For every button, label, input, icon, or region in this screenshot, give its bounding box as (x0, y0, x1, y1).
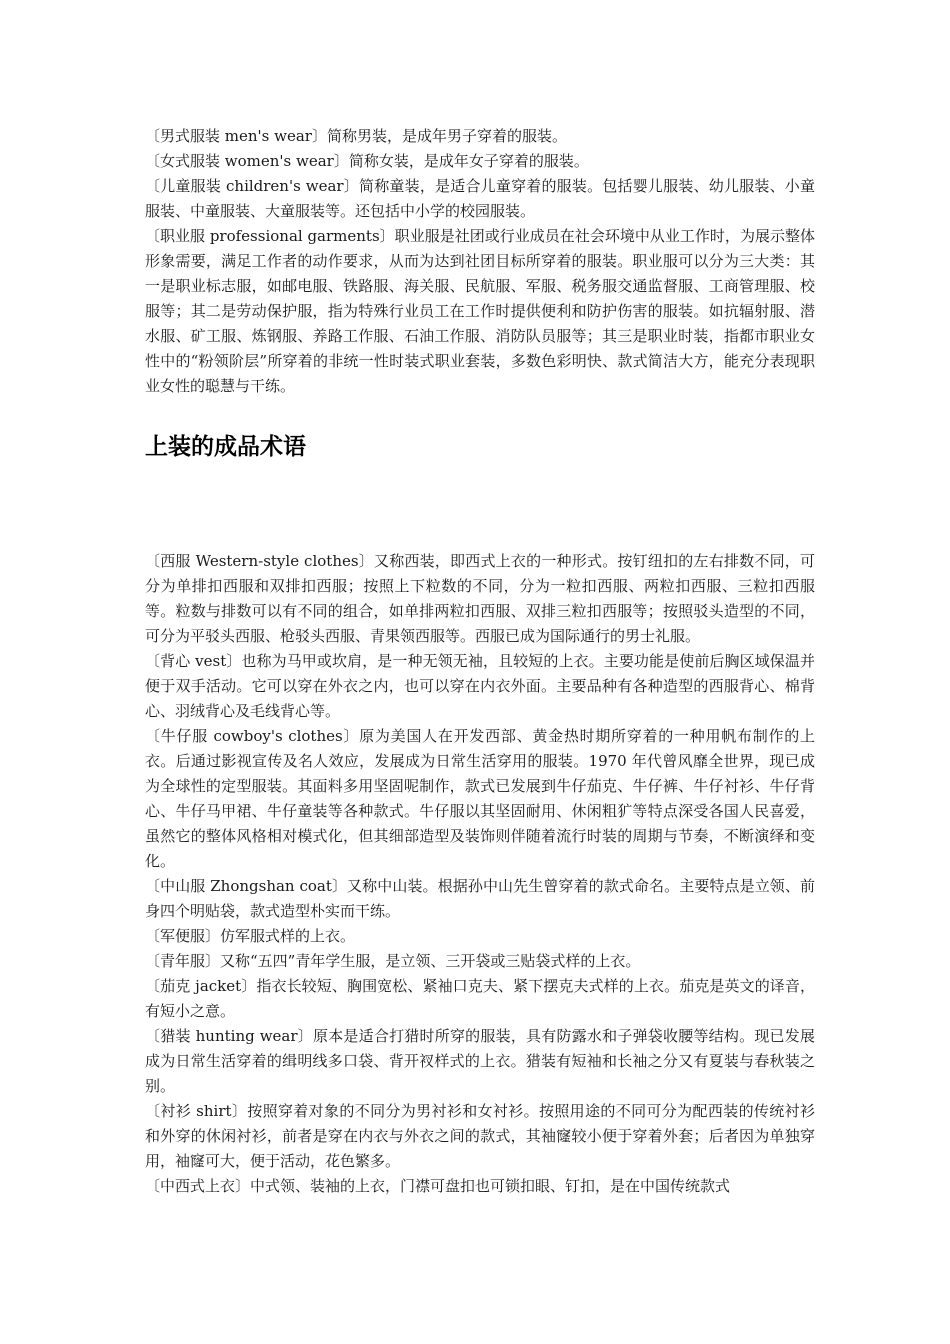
paragraph-military-casual: 〔军便服〕仿军服式样的上衣。 (145, 927, 356, 945)
paragraph-jacket: 〔茄克 jacket〕指衣长较短、胸围宽松、紧袖口克夫、紧下摆克夫式样的上衣。茄克是英文的译音，有短小之意。 (145, 977, 815, 1020)
paragraph-mens-wear: 〔男式服装 men's wear〕简称男装，是成年男子穿着的服装。 (145, 127, 567, 145)
paragraph-youth-suit: 〔青年服〕又称“五四”青年学生服，是立领、三开袋或三贴袋式样的上衣。 (145, 952, 641, 970)
paragraph-shirt: 〔衬衫 shirt〕按照穿着对象的不同分为男衬衫和女衬衫。按照用途的不同可分为配西装的传统衬衫和外穿的休闲衬衫，前者是穿在内衣与外衣之间的款式，其袖窿较小便于穿着外套；后者因为单独穿用，袖窿可大，便于活动，花色繁多。 (145, 1102, 815, 1170)
paragraph-sino-western-top: 〔中西式上衣〕中式领、装袖的上衣，门襟可盘扣也可锁扣眼、钉扣，是在中国传统款式 (145, 1177, 731, 1195)
paragraph-childrens-wear: 〔儿童服装 children's wear〕简称童装，是适合儿童穿着的服装。包括婴儿服装、幼儿服装、小童服装、中童服装、大童服装等。还包括中小学的校园服装。 (145, 177, 815, 220)
paragraph-hunting-wear: 〔猎装 hunting wear〕原本是适合打猎时所穿的服装，具有防露水和子弹袋收腰等结构。现已发展成为日常生活穿着的缉明线多口袋、背开衩样式的上衣。猎装有短袖和长袖之分又有夏装与春秋装之别。 (145, 1027, 815, 1095)
paragraph-professional-garments: 〔职业服 professional garments〕职业服是社团或行业成员在社会环境中从业工作时，为展示整体形象需要，满足工作者的动作要求，从而为达到社团目标所穿着的服装。职业服可以分为三大类：其一是职业标志服，如邮电服、铁路服、海关服、民航服、军服、税务服交通监督服、工商管理服、校服等；其二是劳动保护服，指为特殊行业员工在工作时提供便利和防护伤害的服装。如抗辐射服、潜水服、矿工服、炼钢服、养路工作服、石油工作服、消防队员服等；其三是职业时装，指都市职业女性中的“粉领阶层”所穿着的非统一性时装式职业套装，多数色彩明快、款式简洁大方，能充分表现职业女性的聪慧与干练。 (145, 227, 815, 395)
section-heading-tops-terms: 上装的成品术语 (145, 434, 306, 460)
paragraph-womens-wear: 〔女式服装 women's wear〕简称女装，是成年女子穿着的服装。 (145, 152, 589, 170)
paragraph-western-suit: 〔西服 Western-style clothes〕又称西装，即西式上衣的一种形式。按钉纽扣的左右排数不同，可分为单排扣西服和双排扣西服；按照上下粒数的不同，分为一粒扣西服、两粒扣西服、三粒扣西服等。粒数与排数可以有不同的组合，如单排两粒扣西服、双排三粒扣西服等；按照驳头造型的不同，可分为平驳头西服、枪驳头西服、青果领西服等。西服已成为国际通行的男士礼服。 (145, 552, 815, 645)
paragraph-cowboy-clothes: 〔牛仔服 cowboy's clothes〕原为美国人在开发西部、黄金热时期所穿着的一种用帆布制作的上衣。后通过影视宣传及名人效应，发展成为日常生活穿用的服装。1970 年代曾风靡全世界，现已成为全球性的定型服装。其面料多用坚固呢制作，款式已发展到牛仔茄克、牛仔裤、牛仔衬衫、牛仔背心、牛仔马甲裙、牛仔童装等各种款式。牛仔服以其坚固耐用、休闲粗犷等特点深受各国人民喜爱，虽然它的整体风格相对模式化，但其细部造型及装饰则伴随着流行时装的周期与节奏，不断演绎和变化。 (145, 727, 815, 870)
paragraph-vest: 〔背心 vest〕也称为马甲或坎肩，是一种无领无袖，且较短的上衣。主要功能是使前后胸区域保温并便于双手活动。它可以穿在外衣之内，也可以穿在内衣外面。主要品种有各种造型的西服背心、棉背心、羽绒背心及毛线背心等。 (145, 652, 815, 720)
document-page (145, 124, 815, 1199)
paragraph-zhongshan-coat: 〔中山服 Zhongshan coat〕又称中山装。根据孙中山先生曾穿着的款式命名。主要特点是立领、前身四个明贴袋，款式造型朴实而干练。 (145, 877, 815, 920)
